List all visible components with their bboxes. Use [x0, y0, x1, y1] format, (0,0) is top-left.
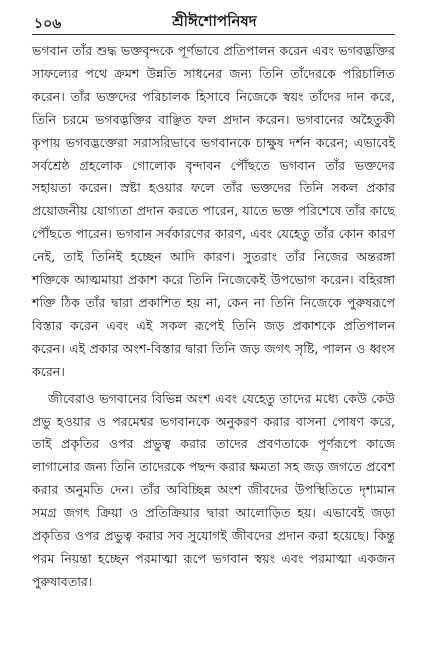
running-title: শ্রীঈশোপনিষদ — [172, 12, 257, 30]
header-divider — [32, 34, 395, 35]
page-number: ১০৬ — [34, 16, 62, 32]
paragraph-1: ভগবান তাঁর শুদ্ধ ভক্তবৃন্দকে পূর্ণভাবে প্রতিপালন করেন এবং ভগবদ্ভক্তির সাফল্যের পথে ক্রমশ উন্নতি সাধনের জন্য তিনি তাঁদেরকে পরিচালিত করেন। তাঁর ভক্তদের পরিচালক হিসাবে নিজেকে স্বয়ং তাঁদের দান করে, তিনি চরমে ভগবদ্ভক্তির বাঞ্ছিত ফল প্রদান করেন। ভগবানের অহৈতুকী কৃপায় ভগবদ্ভক্তেরা সরাসরিভাবে ভগবানকে চাক্ষুষ দর্শন করেন; এভাবেই সর্বশ্রেষ্ঠ গ্রহলোক গোলোক বৃন্দাবন পৌঁছতে ভগবান তাঁর ভক্তদের সহায়তা করেন। স্রষ্টা হওয়ার ফলে তাঁর ভক্তদের তিনি সকল প্রকার প্রয়োজনীয় যোগ্যতা প্রদান করতে পারেন, যাতে ভক্ত পরিশেষে তাঁর কাছে পৌঁছতে পারেন। ভগবান সর্বকারণের কারণ, এবং যেহেতু তাঁর কোন কারণ নেই, তাই তিনিই হচ্ছেন আদি কারণ। সুতরাং তাঁর নিজের অন্তরঙ্গা শক্তিকে আত্মমায়া প্রকাশ করে তিনি নিজেকেই উপভোগ করেন। বহিরঙ্গা শক্তি ঠিক তাঁর দ্বারা প্রকাশিত হয় না, কেন না তিনি নিজেকে পুরুষরূপে বিস্তার করেন এবং এই সকল রূপেই তিনি জড় প্রকাশকে প্রতিপালন করেন। এই প্রকার অংশ-বিস্তার দ্বারা তিনি জড় জগৎ সৃষ্টি, পালন ও ধ্বংস করেন। — [32, 43, 395, 379]
body-text — [32, 40, 395, 594]
paragraph-2: জীবেরাও ভগবানের বিভিন্ন অংশ এবং যেহেতু তাদের মধ্যে কেউ কেউ প্রভু হওয়ার ও পরমেশ্বর ভগবানকে অনুকরণ করার বাসনা পোষণ করে, তাই প্রকৃতির ওপর প্রভুত্ব করার তাদের প্রবণতাকে পূর্ণরূপে কাজে লাগানোর জন্য তিনি তাদেরকে পছন্দ করার ক্ষমতা সহ জড় জগতে প্রবেশ করার অনুমতি দেন। তাঁর অবিচ্ছিন্ন অংশ জীবদের উপস্থিতিতে দৃশ্যমান সমগ্র জগৎ ক্রিয়া ও প্রতিক্রিয়ার দ্বারা আলোড়িত হয়। এভাবেই জড়া প্রকৃতির ওপর প্রভুত্ব করার সব সুযোগই জীবদের প্রদান করা হয়েছে। কিন্তু পরম নিয়ন্তা হচ্ছেন পরমাত্মা রূপে ভগবান স্বয়ং এবং পরমাত্মা একজন পুরুষাবতার। — [32, 390, 395, 589]
